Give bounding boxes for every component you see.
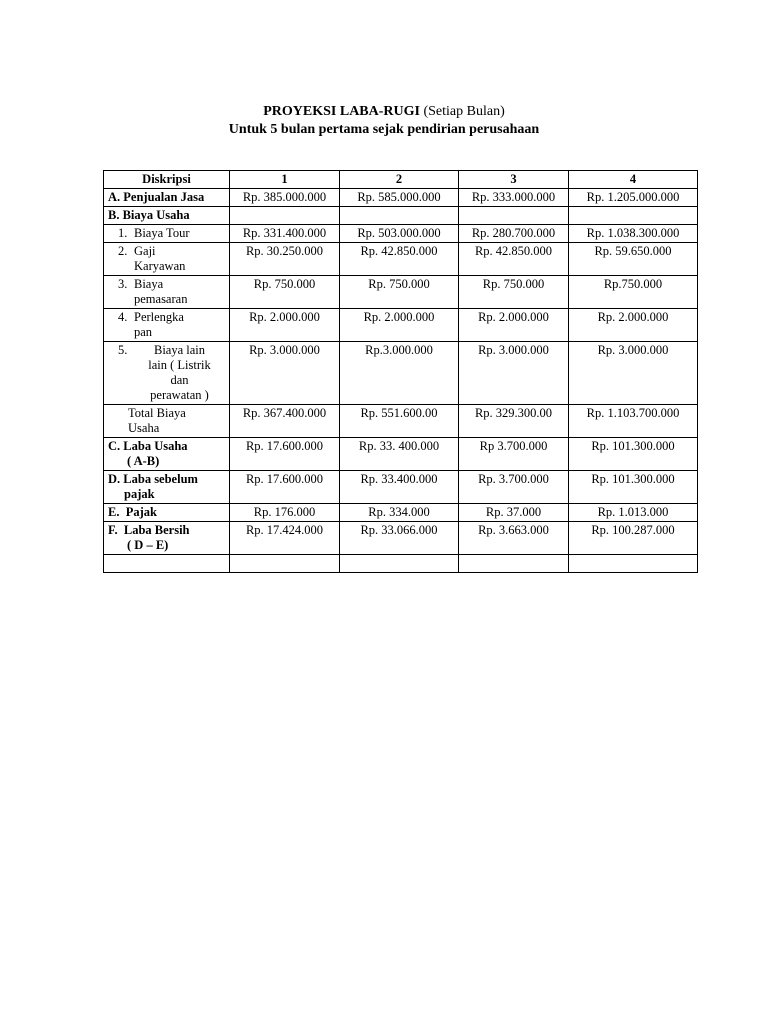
row-perlengkapan (104, 309, 698, 342)
cell-value: Rp. 750.000 (340, 276, 459, 309)
row-label-line: F. Laba Bersih (108, 523, 190, 537)
header-month-1: 1 (230, 171, 340, 189)
cell-value: Rp. 3.000.000 (459, 342, 569, 405)
row-label-line: Usaha (128, 421, 160, 435)
row-biaya-pemasaran (104, 276, 698, 309)
cell-value: Rp. 37.000 (459, 504, 569, 522)
item-label-line: Karyawan (134, 259, 186, 273)
cell-value: Rp. 59.650.000 (569, 243, 698, 276)
cell-value: Rp. 33.066.000 (340, 522, 459, 555)
item-label-line: Biaya lain (153, 343, 206, 357)
title-main: PROYEKSI LABA-RUGI (263, 104, 420, 119)
header-month-4: 4 (569, 171, 698, 189)
item-label-line: pan (134, 325, 153, 339)
cell-value: Rp. 100.287.000 (569, 522, 698, 555)
row-label (104, 342, 230, 405)
cell-value: Rp. 101.300.000 (569, 471, 698, 504)
cell-empty (569, 555, 698, 573)
cell-value: Rp. 17.600.000 (230, 438, 340, 471)
cell-value: Rp. 1.205.000.000 (569, 189, 698, 207)
cell-value: Rp. 2.000.000 (459, 309, 569, 342)
item-label (134, 277, 225, 307)
item-label-line: perawatan ) (150, 388, 209, 402)
cell-value: Rp.3.000.000 (340, 342, 459, 405)
cell-value: Rp. 333.000.000 (459, 189, 569, 207)
table-header-row (104, 171, 698, 189)
cell-empty (230, 207, 340, 225)
row-label: A. Penjualan Jasa (104, 189, 230, 207)
row-empty (104, 555, 698, 573)
row-label (104, 405, 230, 438)
item-label (134, 343, 225, 403)
cell-value: Rp. 1.103.700.000 (569, 405, 698, 438)
item-label (134, 310, 225, 340)
cell-value: Rp. 1.013.000 (569, 504, 698, 522)
item-label: Biaya Tour (134, 226, 190, 240)
document-title (0, 103, 768, 121)
cell-value: Rp. 750.000 (230, 276, 340, 309)
row-label: E. Pajak (104, 504, 230, 522)
cell-value: Rp. 3.000.000 (569, 342, 698, 405)
row-label (104, 471, 230, 504)
row-label-line: ( D – E) (127, 538, 169, 552)
item-label-line: dan (170, 373, 189, 387)
row-label (104, 225, 230, 243)
cell-value: Rp. 30.250.000 (230, 243, 340, 276)
title-period: (Setiap Bulan) (423, 104, 505, 119)
cell-value: Rp. 503.000.000 (340, 225, 459, 243)
header-month-2: 2 (340, 171, 459, 189)
cell-value: Rp. 2.000.000 (569, 309, 698, 342)
cell-value: Rp. 331.400.000 (230, 225, 340, 243)
item-label-line: Gaji (134, 244, 156, 258)
cell-value: Rp. 2.000.000 (230, 309, 340, 342)
item-label-line: Biaya (134, 277, 164, 291)
profit-loss-table (103, 170, 698, 573)
row-laba-bersih (104, 522, 698, 555)
item-number: 5. (118, 343, 128, 357)
row-label-line: Total Biaya (128, 406, 186, 420)
cell-value: Rp. 585.000.000 (340, 189, 459, 207)
row-label (104, 522, 230, 555)
cell-value: Rp. 2.000.000 (340, 309, 459, 342)
row-label (104, 438, 230, 471)
row-laba-sebelum-pajak (104, 471, 698, 504)
cell-value: Rp. 33. 400.000 (340, 438, 459, 471)
cell-value: Rp. 176.000 (230, 504, 340, 522)
cell-value: Rp.750.000 (569, 276, 698, 309)
cell-value: Rp. 17.600.000 (230, 471, 340, 504)
row-laba-usaha (104, 438, 698, 471)
row-label (104, 243, 230, 276)
cell-value: Rp. 367.400.000 (230, 405, 340, 438)
cell-value: Rp. 3.700.000 (459, 471, 569, 504)
row-label-line: C. Laba Usaha (108, 439, 188, 453)
item-label-line: Perlengka (134, 310, 184, 324)
cell-value: Rp. 334.000 (340, 504, 459, 522)
row-pajak (104, 504, 698, 522)
header-description: Diskripsi (104, 171, 230, 189)
row-gaji-karyawan (104, 243, 698, 276)
row-biaya-lain (104, 342, 698, 405)
cell-value: Rp. 750.000 (459, 276, 569, 309)
cell-empty (340, 555, 459, 573)
item-label (134, 244, 225, 274)
row-label-line: ( A-B) (127, 454, 160, 468)
row-label (104, 309, 230, 342)
row-label (104, 276, 230, 309)
row-biaya-usaha (104, 207, 698, 225)
cell-value: Rp 3.700.000 (459, 438, 569, 471)
item-number: 4. (118, 310, 128, 324)
row-penjualan-jasa (104, 189, 698, 207)
cell-value: Rp. 42.850.000 (340, 243, 459, 276)
cell-value: Rp. 329.300.00 (459, 405, 569, 438)
cell-value: Rp. 42.850.000 (459, 243, 569, 276)
cell-value: Rp. 551.600.00 (340, 405, 459, 438)
item-label-line: lain ( Listrik (148, 358, 211, 372)
cell-value: Rp. 33.400.000 (340, 471, 459, 504)
row-label-line: D. Laba sebelum (108, 472, 198, 486)
document-subtitle: Untuk 5 bulan pertama sejak pendirian perusahaan (228, 122, 540, 137)
cell-value: Rp. 1.038.300.000 (569, 225, 698, 243)
row-total-biaya-usaha (104, 405, 698, 438)
cell-empty (340, 207, 459, 225)
header-month-3: 3 (459, 171, 569, 189)
cell-value: Rp. 3.000.000 (230, 342, 340, 405)
cell-value: Rp. 101.300.000 (569, 438, 698, 471)
cell-empty (569, 207, 698, 225)
item-label-line: pemasaran (134, 292, 188, 306)
cell-value: Rp. 385.000.000 (230, 189, 340, 207)
cell-value: Rp. 280.700.000 (459, 225, 569, 243)
item-number: 1. (118, 226, 128, 240)
item-number: 3. (118, 277, 128, 291)
row-label: B. Biaya Usaha (104, 207, 230, 225)
row-label-line: pajak (124, 487, 155, 501)
item-number: 2. (118, 244, 128, 258)
cell-empty (459, 555, 569, 573)
cell-empty (104, 555, 230, 573)
cell-empty (459, 207, 569, 225)
cell-empty (230, 555, 340, 573)
row-biaya-tour (104, 225, 698, 243)
cell-value: Rp. 17.424.000 (230, 522, 340, 555)
cell-value: Rp. 3.663.000 (459, 522, 569, 555)
